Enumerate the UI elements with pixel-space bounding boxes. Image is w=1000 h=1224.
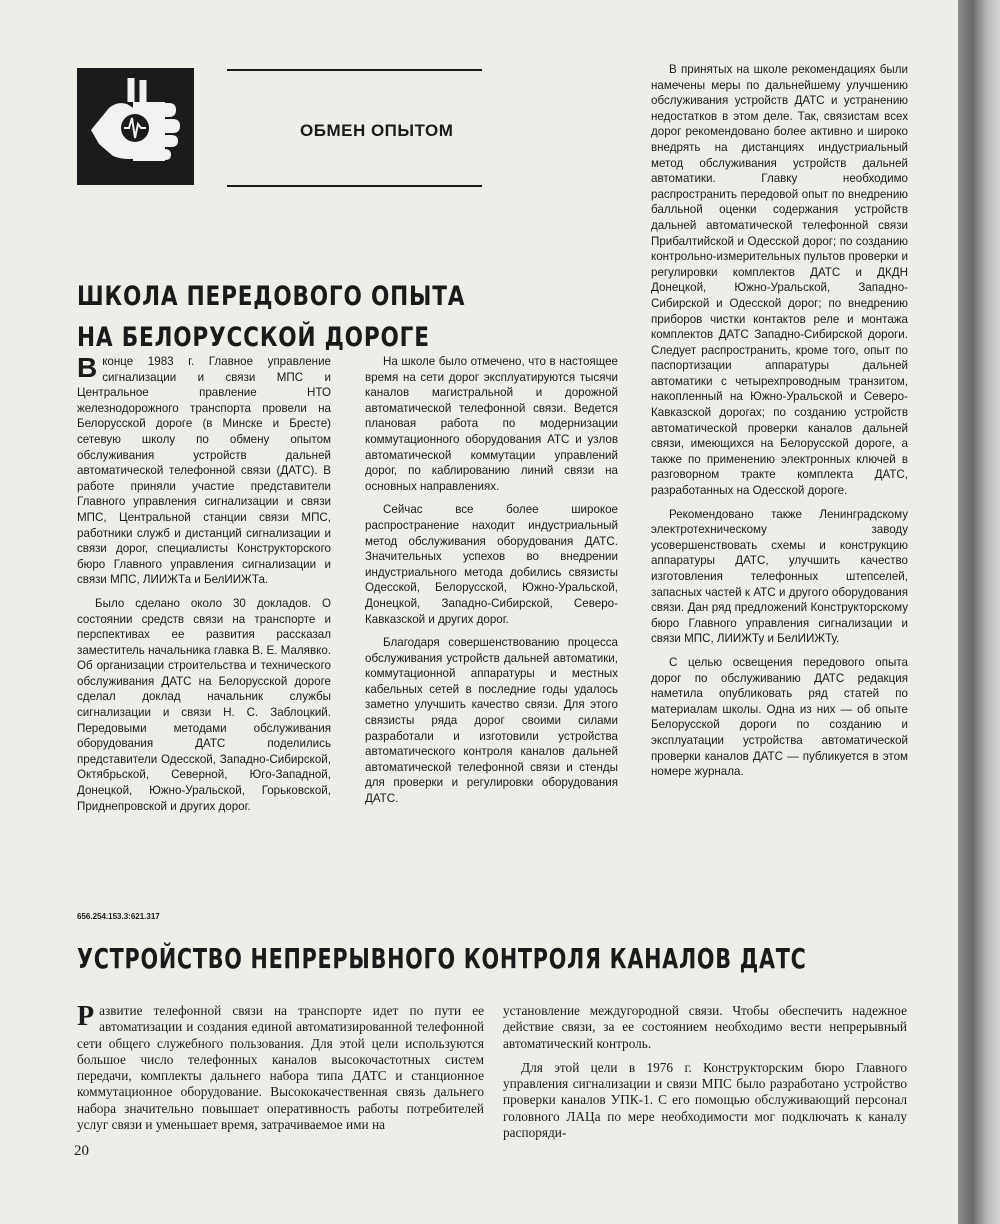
article1-column-1: [77, 354, 331, 822]
page-binding-edge: [958, 0, 1000, 1224]
article1-column-3: [651, 62, 908, 788]
article2-paragraph: [77, 1003, 484, 1133]
section-label: ОБМЕН ОПЫТОМ: [300, 121, 454, 140]
article2-column-1: [77, 1003, 484, 1141]
section-rule-bottom: [227, 185, 482, 187]
article1-paragraph: На школе было отмечено, что в настоящее время на сети дорог эксплуатируются тысячи каналов магистральной и дорожной автоматической телефонной связи. Ведется плановая работа по модернизации коммутационного оборудования АТС и узлов автоматической коммутации управлений дорог, по каблированию линий связи на основных направлениях.: [365, 355, 618, 493]
article1-column-2: [365, 354, 618, 815]
page-number: 20: [74, 1143, 89, 1159]
article1-dropcap: В: [77, 352, 98, 383]
article1-paragraph: Рекомендовано также Ленинградскому электротехническому заводу усовершенствовать схемы и конструкцию аппаратуры ДАТС, улучшить качество изготовления телефонных штепселей, запасных частей к АТС и другого оборудования связи. Дан ряд предложений Конструкторскому бюро Главного управления сигнализации и связи МПС, ЛИИЖТу и БелИИЖТу.: [651, 507, 908, 646]
article1-title: [77, 276, 465, 358]
section-rule-top: [227, 69, 482, 71]
udk-code: 656.254.153.3:621.317: [77, 912, 160, 921]
article1-paragraph: В принятых на школе рекомендациях были намечены меры по дальнейшему улучшению обслуживания устройств ДАТС и устранению недостатков в этом деле. Так, связистам всех дорог рекомендовано более активно и широко внедрять на дистанциях индустриальный метод обслуживания устройств дальней автоматики. Главку необходимо распространить передовой опыт по внедрению балльной оценки содержания устройств дальней автоматической телефонной связи Прибалтийской и Одесской дорог; по созданию контрольно-измерительных пультов проверки и регулировки комплектов ДАТС и ДКДН Донецкой, Южно-Уральской, Западно-Сибирской и Одесской дорог; по внедрению приборов чистки контактов реле и монтажа комплектов ДАТС Западно-Сибирской дороги. Следует распространить, кроме того, опыт по паспортизации аппаратуры дальней автоматики с четырехпроводным транзитом, накопленный на Южно-Уральской и Северо-Кавказской дорогах; по созданию устройств автоматической проверки каналов дальней связи, имеющихся на Белорусской дороге, а также по применению электронных ключей в разговорном тракте комплекта ДАТС, разработанных на Одесской дороге.: [651, 63, 908, 498]
article2-column-2: [503, 1003, 907, 1149]
article1-paragraph: Благодаря совершенствованию процесса обслуживания устройств дальней автоматики, коммутационной аппаратуры и местных кабельных сетей в последние годы удалось заметно улучшить качество связи. Для этого связисты ряда дорог своими силами разработали и изготовили устройства автоматического контроля каналов дальней автоматической телефонной связи и стенды для проверки и регулировки оборудования ДАТС.: [365, 636, 618, 806]
article1-paragraph: Сейчас все более широкое распространение находит индустриальный метод обслуживания оборудования ДАТС. Значительных успехов во внедрении индустриального метода добились связисты Одесской, Белорусской, Южно-Уральской, Донецкой, Западно-Сибирской, Северо-Кавказской и других дорог.: [365, 503, 618, 626]
hand-signal-icon: [77, 68, 194, 185]
article1-title-line1: ШКОЛА ПЕРЕДОВОГО ОПЫТА: [77, 281, 466, 312]
section-logo: [77, 68, 194, 185]
article1-title-line2: НА БЕЛОРУССКОЙ ДОРОГЕ: [77, 322, 430, 353]
article1-paragraph: Было сделано около 30 докладов. О состоянии средств связи на транспорте и перспективах ее развития рассказал заместитель начальника главка В. Е. Малявко. Об организации строительства и технического обслуживания ДАТС на Белорусской дороге сделал доклад начальник службы сигнализации и связи Н. С. Заблоцкий. Передовыми методами обслуживания оборудования ДАТС поделились представители Одесской, Западно-Сибирской, Октябрьской, Северной, Юго-Западной, Донецкой, Южно-Уральской, Горьковской, Приднепровской и других дорог.: [77, 596, 331, 813]
article2-paragraph: Для этой цели в 1976 г. Конструкторским бюро Главного управления сигнализации и связи МПС было разработано устройство проверки каналов УПК-1. С его помощью обслуживающий персонал головного ЛАЦа по мере необходимости мог подключать к каналу распоряди-: [503, 1059, 907, 1141]
article2-title: УСТРОЙСТВО НЕПРЕРЫВНОГО КОНТРОЛЯ КАНАЛОВ ДАТС: [77, 942, 807, 975]
article1-paragraph: [77, 354, 331, 588]
article2-paragraph: установление междугородной связи. Чтобы обеспечить надежное действие связи, за ее состоянием необходимо вести непрерывный автоматический контроль.: [503, 1003, 907, 1051]
article1-paragraph: С целью освещения передового опыта дорог по обслуживанию ДАТС редакция наметила опубликовать ряд статей по материалам школы. Одна из них — об опыте Белорусской дороги по созданию и эксплуатации устройства автоматической проверки каналов ДАТС — публикуется в этом номере журнала.: [651, 655, 908, 779]
article2-col1-text-1: азвитие телефонной связи на транспорте идет по пути ее автоматизации и создания единой автоматизированной телефонной сети общего служебного пользования. Для этой цели используются большое число телефонных каналов высокочастотных систем передачи, комплекты дальнего набора типа ДАТС и станционное коммутационное оборудование. Высококачественная связь дальнего набора значительно повышает оперативность работы потребителей услуг связи и уменьшает время, затрачиваемое ими на: [77, 1003, 484, 1133]
article1-col1-text-1: конце 1983 г. Главное управление сигнализации и связи МПС и Центральное правление НТО железнодорожного транспорта провели на Белорусской дороге (в Минске и Бресте) сетевую школу по обмену опытом обслуживания устройств дальней автоматической телефонной связи (ДАТС). В работе приняли участие представители Главного управления сигнализации и связи МПС, Центральной станции связи МПС, работники служб и дистанций сигнализации и связи дорог, специалисты Конструкторского бюро Главного управления сигнализации и связи МПС, ЛИИЖТа и БелИИЖТа.: [77, 355, 331, 587]
article2-dropcap: Р: [77, 1001, 95, 1032]
